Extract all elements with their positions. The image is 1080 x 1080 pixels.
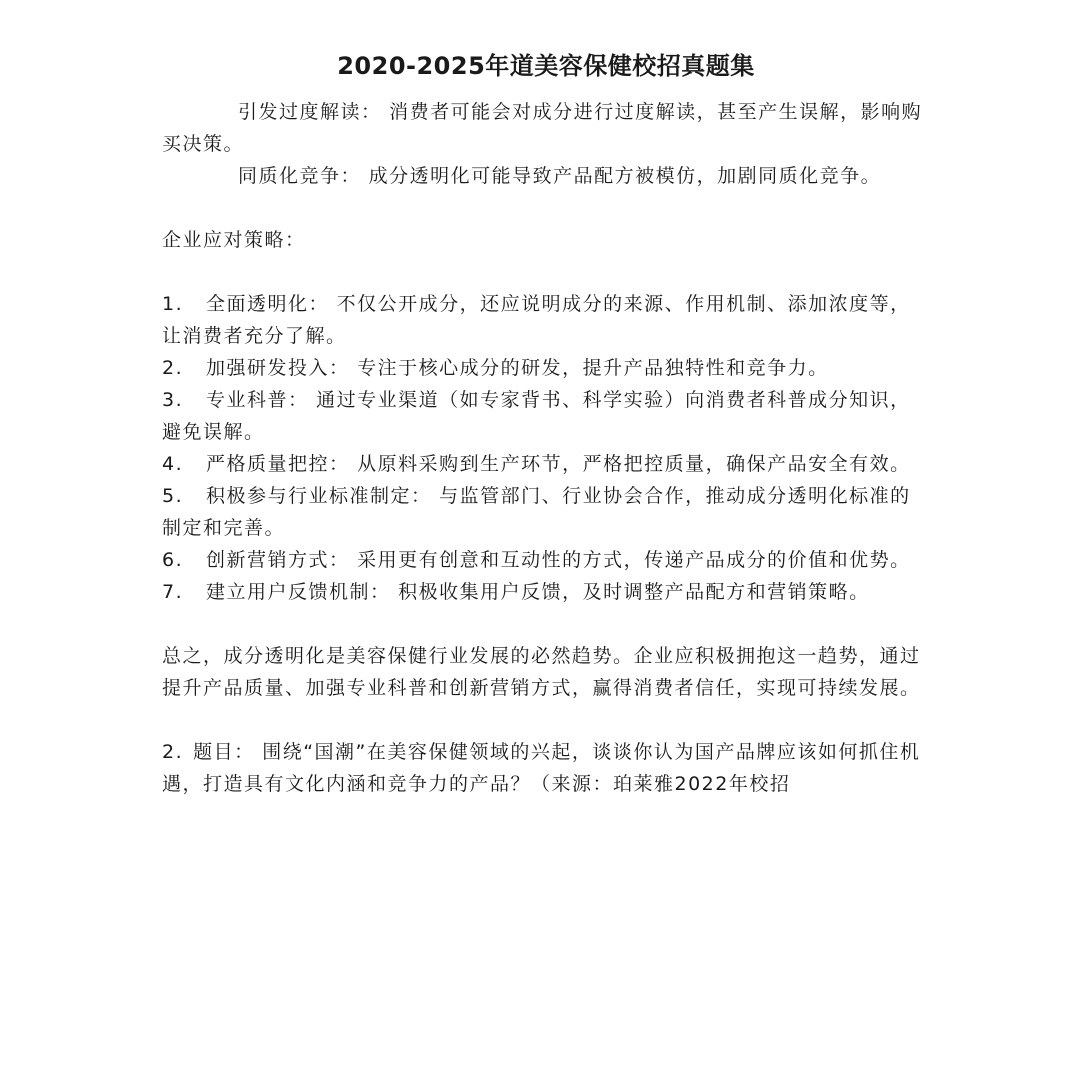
list-item-text: 专注于核心成分的研发，提升产品独特性和竞争力。 bbox=[357, 357, 829, 379]
list-item bbox=[162, 576, 930, 608]
list-item bbox=[162, 544, 930, 576]
document-body bbox=[162, 96, 930, 800]
list-item bbox=[162, 480, 930, 544]
list-item-label: 建立用户反馈机制： bbox=[206, 581, 391, 603]
list-item-label: 积极参与行业标准制定： bbox=[206, 485, 432, 507]
question-text: 围绕“国潮”在美容保健领域的兴起，谈谈你认为国产品牌应该如何抓住机遇，打造具有文化内涵和竞争力的产品？（来源：珀莱雅2022年校招 bbox=[162, 741, 921, 795]
risk-paragraph bbox=[162, 96, 930, 160]
risk-label: 引发过度解读： bbox=[238, 101, 382, 123]
list-item-text: 积极收集用户反馈，及时调整产品配方和营销策略。 bbox=[398, 581, 870, 603]
strategy-heading: 企业应对策略： bbox=[162, 229, 306, 251]
list-item bbox=[162, 288, 930, 352]
question-paragraph bbox=[162, 736, 930, 800]
list-item-number: 1. bbox=[162, 293, 184, 315]
list-item bbox=[162, 448, 930, 480]
list-item-number: 7. bbox=[162, 581, 184, 603]
strategy-list bbox=[162, 288, 930, 608]
list-item bbox=[162, 384, 930, 448]
risk-text: 成分透明化可能导致产品配方被模仿，加剧同质化竞争。 bbox=[368, 165, 882, 187]
risk-paragraph bbox=[162, 160, 930, 192]
list-item-text: 与监管部门、行业协会合作，推动成分透明化标准的制定和完善。 bbox=[162, 485, 911, 539]
list-item-label: 创新营销方式： bbox=[206, 549, 350, 571]
list-item-text: 不仅公开成分，还应说明成分的来源、作用机制、添加浓度等，让消费者充分了解。 bbox=[162, 293, 911, 347]
list-item-label: 严格质量把控： bbox=[206, 453, 350, 475]
risk-text: 消费者可能会对成分进行过度解读，甚至产生误解，影响购买决策。 bbox=[162, 101, 923, 155]
list-item-text: 通过专业渠道（如专家背书、科学实验）向消费者科普成分知识，避免误解。 bbox=[162, 389, 911, 443]
list-item-label: 加强研发投入： bbox=[206, 357, 350, 379]
list-item-number: 6. bbox=[162, 549, 184, 571]
list-item-label: 专业科普： bbox=[206, 389, 309, 411]
document-title: 2020-2025年道美容保健校招真题集 bbox=[337, 52, 755, 80]
risk-label: 同质化竞争： bbox=[238, 165, 362, 187]
list-item bbox=[162, 352, 930, 384]
list-item-text: 从原料采购到生产环节，严格把控质量，确保产品安全有效。 bbox=[357, 453, 911, 475]
list-item-label: 全面透明化： bbox=[206, 293, 330, 315]
question-number: 2. bbox=[162, 741, 184, 763]
list-item-number: 5. bbox=[162, 485, 184, 507]
question-label: 题目： bbox=[193, 741, 255, 763]
list-item-number: 3. bbox=[162, 389, 184, 411]
conclusion-paragraph: 总之，成分透明化是美容保健行业发展的必然趋势。企业应积极拥抱这一趋势，通过提升产品质量、加强专业科普和创新营销方式，赢得消费者信任，实现可持续发展。 bbox=[162, 645, 921, 699]
list-item-text: 采用更有创意和互动性的方式，传递产品成分的价值和优势。 bbox=[357, 549, 911, 571]
list-item-number: 4. bbox=[162, 453, 184, 475]
list-item-number: 2. bbox=[162, 357, 184, 379]
